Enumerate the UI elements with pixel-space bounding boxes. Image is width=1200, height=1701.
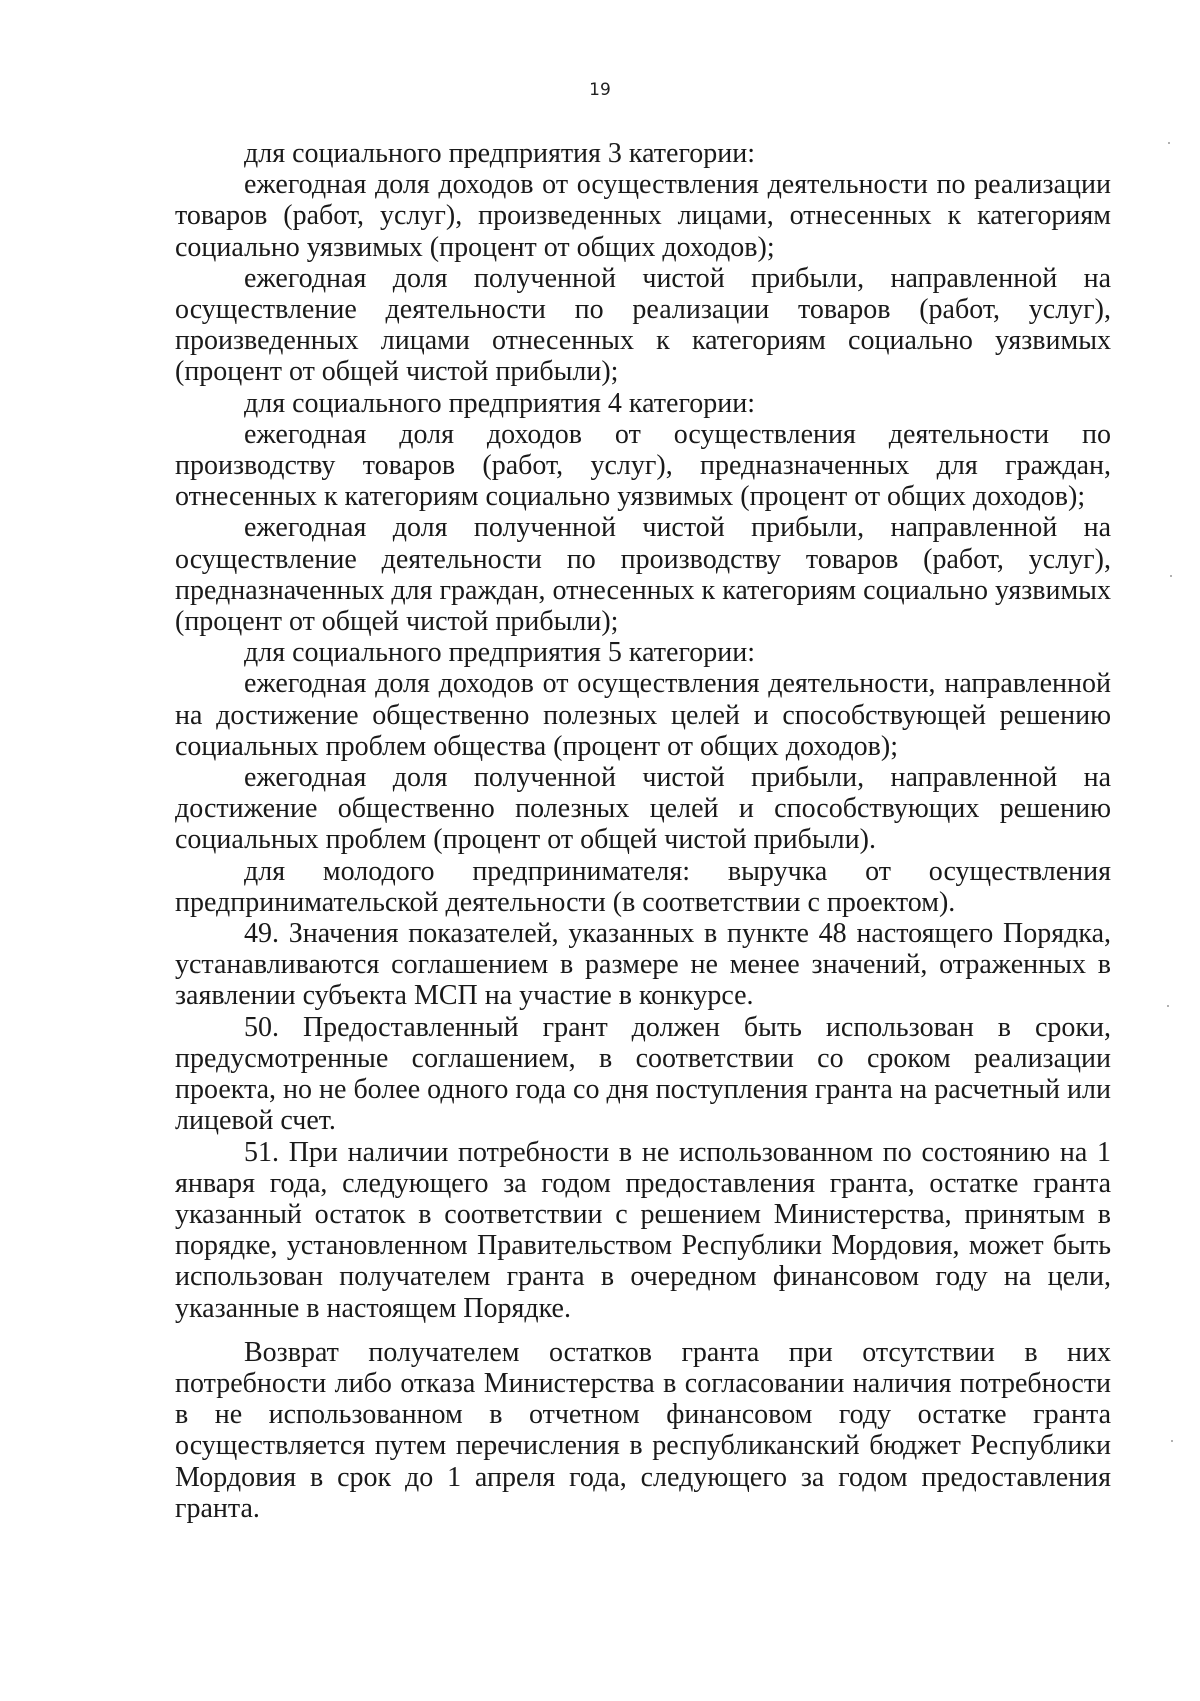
paragraph-category-3-profit-share: ежегодная доля полученной чистой прибыли, направленной на осуществление деятельности по реализации товаров (работ, услуг), произведенных лицами отнесенных к категориям социально уязвимых (процент от общей чистой прибыли);: [175, 262, 1111, 388]
scan-speck: [1168, 142, 1170, 144]
paragraph-grant-return: Возврат получателем остатков гранта при отсутствии в них потребности либо отказа Министерства в согласовании наличия потребности в не использованном в отчетном финансовом году остатке гранта осуществляется путем перечисления в республиканский бюджет Республики Мордовия в срок до 1 апреля года, следующего за годом предоставления гранта.: [175, 1336, 1111, 1524]
paragraph-category-3-heading: для социального предприятия 3 категории:: [244, 138, 755, 169]
paragraph-clause-51: 51. При наличии потребности в не использованном по состоянию на 1 января года, следующего за годом предоставления гранта, остатке гранта указанный остаток в соответствии с решением Министерства, принятым в порядке, установленном Правительством Республики Мордовия, может быть использован получателем гранта в очередном финансовом году на цели, указанные в настоящем Порядке.: [175, 1136, 1111, 1324]
paragraph-young-entrepreneur: для молодого предпринимателя: выручка от осуществления предпринимательской деятельности (в соответствии с проектом).: [175, 855, 1111, 918]
scan-speck: [1171, 1440, 1173, 1442]
scan-speck: [1167, 1005, 1169, 1007]
paragraph-clause-50: 50. Предоставленный грант должен быть использован в сроки, предусмотренные соглашением, в соответствии со сроком реализации проекта, но не более одного года со дня поступления гранта на расчетный или лицевой счет.: [175, 1011, 1111, 1137]
page-number: 19: [589, 80, 611, 100]
paragraph-category-4-profit-share: ежегодная доля полученной чистой прибыли, направленной на осуществление деятельности по производству товаров (работ, услуг), предназначенных для граждан, отнесенных к категориям социально уязвимых (процент от общей чистой прибыли);: [175, 512, 1111, 638]
paragraph-clause-49: 49. Значения показателей, указанных в пункте 48 настоящего Порядка, устанавливаются соглашением в размере не менее значений, отраженных в заявлении субъекта МСП на участие в конкурсе.: [175, 918, 1111, 1012]
paragraph-category-4-income-share: ежегодная доля доходов от осуществления деятельности по производству товаров (работ, услуг), предназначенных для граждан, отнесенных к категориям социально уязвимых (процент от общих доходов);: [175, 418, 1111, 513]
paragraph-category-5-heading: для социального предприятия 5 категории:: [244, 637, 755, 669]
paragraph-category-5-profit-share: ежегодная доля полученной чистой прибыли, направленной на достижение общественно полезных целей и способствующих решению социальных проблем (процент от общей чистой прибыли).: [175, 762, 1111, 856]
paragraph-category-5-income-share: ежегодная доля доходов от осуществления деятельности, направленной на достижение общественно полезных целей и способствующей решению социальных проблем общества (процент от общих доходов);: [175, 668, 1111, 762]
paragraph-category-3-income-share: ежегодная доля доходов от осуществления деятельности по реализации товаров (работ, услуг), произведенных лицами, отнесенных к категориям социально уязвимых (процент от общих доходов);: [175, 169, 1111, 263]
paragraph-category-4-heading: для социального предприятия 4 категории:: [244, 387, 755, 419]
scan-speck: [1170, 575, 1172, 577]
document-body: [175, 138, 1111, 1524]
